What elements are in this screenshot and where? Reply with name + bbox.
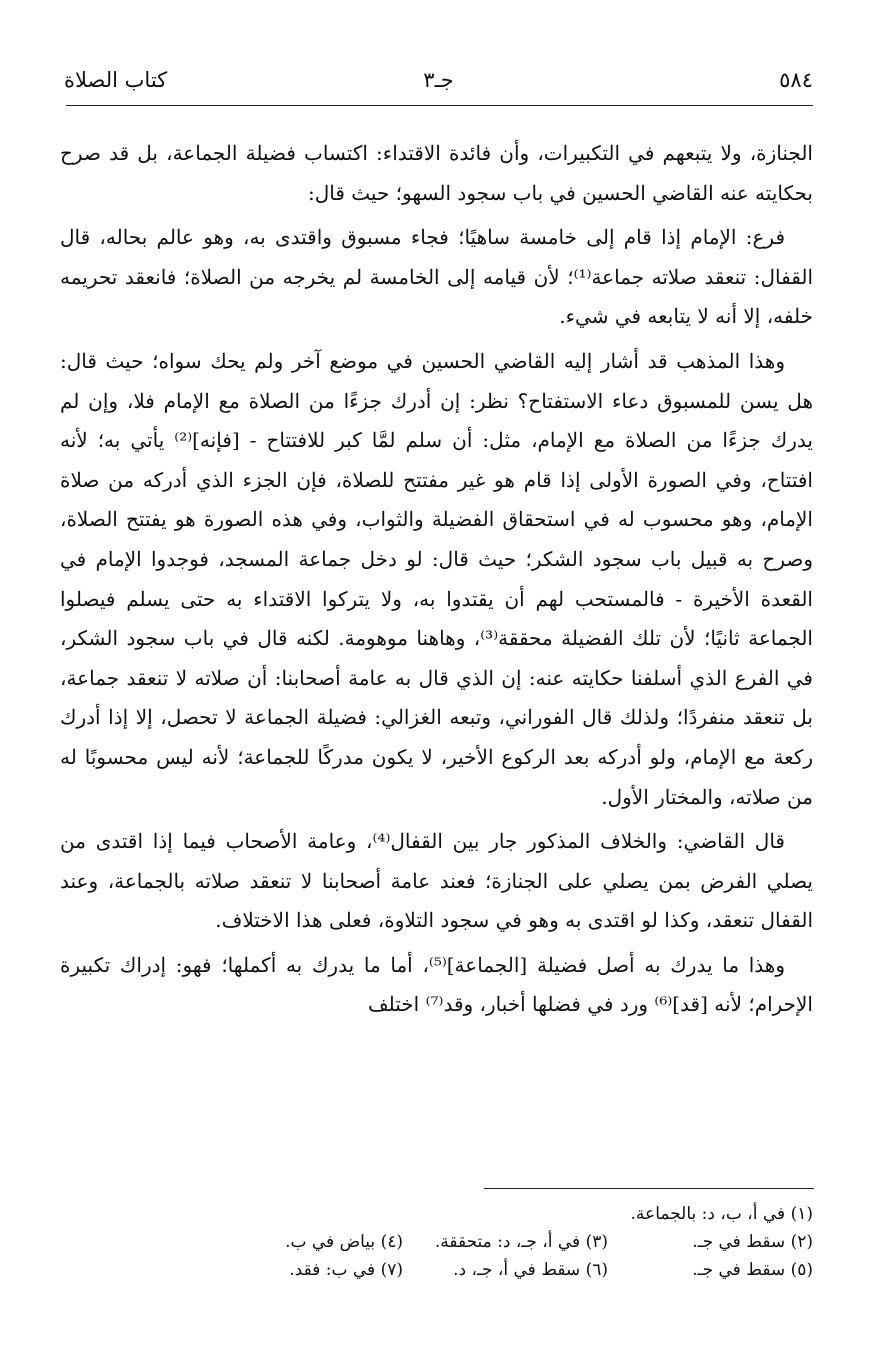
footnote-row	[60, 1256, 813, 1284]
volume-label: جـ٣	[423, 68, 454, 92]
paragraph: قال القاضي: والخلاف المذكور جار بين القفال⁽⁴⁾، وعامة الأصحاب فيما إذا اقتدى من يصلي الفرض بمن يصلي على الجنازة؛ فعند عامة أصحابنا لا تنعقد صلاته بالجماعة، وعند القفال تنعقد، وكذا لو اقتدى به وهو في سجود التلاوة، فعلى هذا الاختلاف.	[60, 829, 813, 933]
footnote: (٣) في أ، جـ، د: متحققة.	[434, 1232, 608, 1252]
footnote: (٢) سقط في جـ.	[692, 1232, 813, 1252]
footnote-row	[60, 1228, 813, 1256]
footnotes	[60, 1200, 813, 1284]
running-title: كتاب الصلاة	[64, 68, 168, 92]
paragraph: وهذا المذهب قد أشار إليه القاضي الحسين في موضع آخر ولم يحك سواه؛ حيث قال: هل يسن للمسبوق دعاء الاستفتاح؟ نظر: إن أدرك جزءًا من الصلاة مع الإمام فلا، وإن لم يدرك جزءًا من الصلاة مع الإمام، مثل: أن سلم لمَّا كبر للافتتاح - [فإنه]⁽²⁾ يأتي به؛ لأنه افتتاح، وفي الصورة الأولى إذا قام هو غير مفتتح للصلاة، فإن الجزء الذي أدركه من صلاة الإمام، وهو محسوب له في استحقاق الفضيلة والثواب، وفي هذه الصورة هو يفتتح الصلاة، وصرح به قبيل باب سجود الشكر؛ حيث قال: لو دخل جماعة المسجد، فوجدوا الإمام في القعدة الأخيرة - فالمستحب لهم أن يقتدوا به، ولا يتركوا الاقتداء به حتى يسلم فيصلوا الجماعة ثانيًا؛ لأن تلك الفضيلة محققة⁽³⁾، وهاهنا موهومة. لكنه قال في باب سجود الشكر، في الفرع الذي أسلفنا حكايته عنه: إن الذي قال به عامة أصحابنا: أن صلاته لا تنعقد جماعة، بل تنعقد منفردًا؛ ولذلك قال الفوراني، وتبعه الغزالي: فضيلة الجماعة لا تحصل، إلا إذا أدرك ركعة مع الإمام، ولو أدركه بعد الركوع الأخير، لا يكون مدركًا للجماعة؛ لأنه ليس محسوبًا له من صلاته، والمختار الأول.	[60, 348, 813, 809]
footnote: (٧) في ب: فقد.	[289, 1260, 403, 1280]
footnote-row	[60, 1200, 813, 1228]
footnote: (٦) سقط في أ، جـ، د.	[453, 1260, 608, 1280]
page-number: ٥٨٤	[779, 68, 813, 92]
footnote: (١) في أ، ب، د: بالجماعة.	[630, 1204, 813, 1224]
footnote: (٥) سقط في جـ.	[692, 1260, 813, 1280]
header-divider	[66, 105, 813, 106]
paragraph: وهذا ما يدرك به أصل فضيلة [الجماعة]⁽⁵⁾، أما ما يدرك به أكملها؛ فهو: إدراك تكبيرة الإحرام؛ لأنه [قد]⁽⁶⁾ ورد في فضلها أخبار، وقد⁽⁷⁾ اختلف	[60, 952, 813, 1017]
footnote-divider	[484, 1188, 814, 1189]
paragraph: فرع: الإمام إذا قام إلى خامسة ساهيًا؛ فجاء مسبوق واقتدى به، وهو عالم بحاله، قال القفال: تنعقد صلاته جماعة⁽¹⁾؛ لأن قيامه إلى الخامسة لم يخرجه من الصلاة؛ فانعقد تحريمه خلفه، إلا أنه لا يتابعه في شيء.	[60, 225, 813, 329]
footnote: (٤) بياض في ب.	[285, 1232, 403, 1252]
paragraph: الجنازة، ولا يتبعهم في التكبيرات، وأن فائدة الاقتداء: اكتساب فضيلة الجماعة، بل قد صرح بحكايته عنه القاضي الحسين في باب سجود السهو؛ حيث قال:	[60, 141, 813, 205]
page-header	[64, 62, 813, 102]
main-text	[60, 134, 813, 1030]
